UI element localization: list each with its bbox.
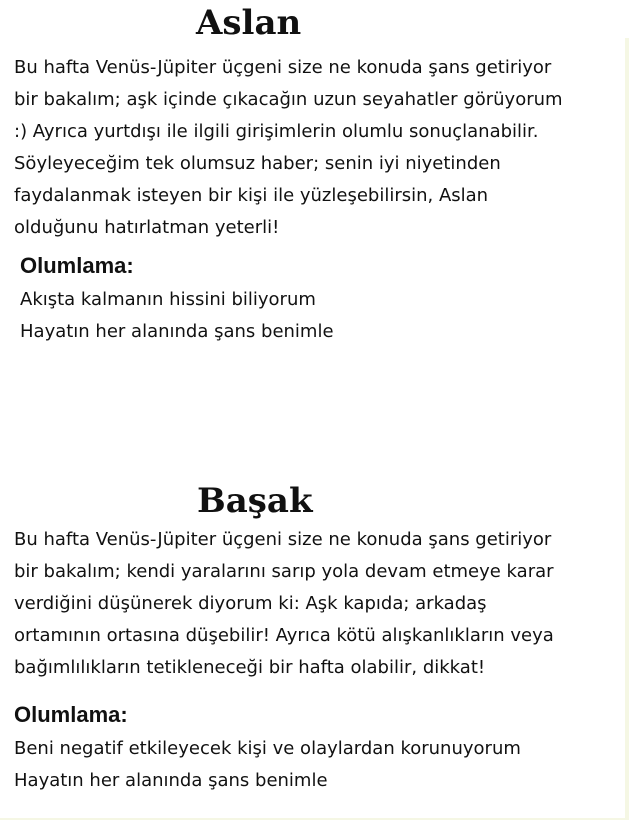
corner-patch <box>567 0 629 38</box>
affirmation-item: Akışta kalmanın hissini biliyorum <box>20 289 316 310</box>
aslan-horoscope-text <box>14 52 563 244</box>
affirmation-item: Hayatın her alanında şans benimle <box>14 770 328 791</box>
basak-section <box>0 466 625 818</box>
affirmation-item: Hayatın her alanında şans benimle <box>20 321 334 342</box>
aslan-affirmation-list <box>20 284 334 348</box>
basak-affirmation-heading: Olumlama: <box>14 702 128 727</box>
text-line: bir bakalım; kendi yaralarını sarıp yola devam etmeye karar <box>14 561 554 582</box>
affirmation-item: Beni negatif etkileyecek kişi ve olaylardan korunuyorum <box>14 738 521 759</box>
text-line: bir bakalım; aşk içinde çıkacağın uzun seyahatler görüyorum <box>14 89 563 110</box>
text-line: bağımlılıkların tetikleneceği bir hafta olabilir, dikkat! <box>14 657 486 678</box>
text-line: verdiğini düşünerek diyorum ki: Aşk kapıda; arkadaş <box>14 593 487 614</box>
text-line: Söyleyeceğim tek olumsuz haber; senin iyi niyetinden <box>14 153 501 174</box>
text-line: :) Ayrıca yurtdışı ile ilgili girişimlerin olumlu sonuçlanabilir. <box>14 121 539 142</box>
aslan-affirmation-heading: Olumlama: <box>20 253 134 278</box>
text-line: faydalanmak isteyen bir kişi ile yüzleşebilirsin, Aslan <box>14 185 489 206</box>
basak-horoscope-text <box>14 524 554 684</box>
text-line: Bu hafta Venüs-Jüpiter üçgeni size ne konuda şans getiriyor <box>14 57 552 78</box>
text-line: Bu hafta Venüs-Jüpiter üçgeni size ne konuda şans getiriyor <box>14 529 552 550</box>
basak-affirmation-list <box>14 733 521 797</box>
aslan-title: Aslan <box>196 3 302 43</box>
basak-title: Başak <box>197 481 313 521</box>
text-line: ortamının ortasına düşebilir! Ayrıca kötü alışkanlıkların veya <box>14 625 554 646</box>
text-line: olduğunu hatırlatman yeterli! <box>14 217 280 238</box>
